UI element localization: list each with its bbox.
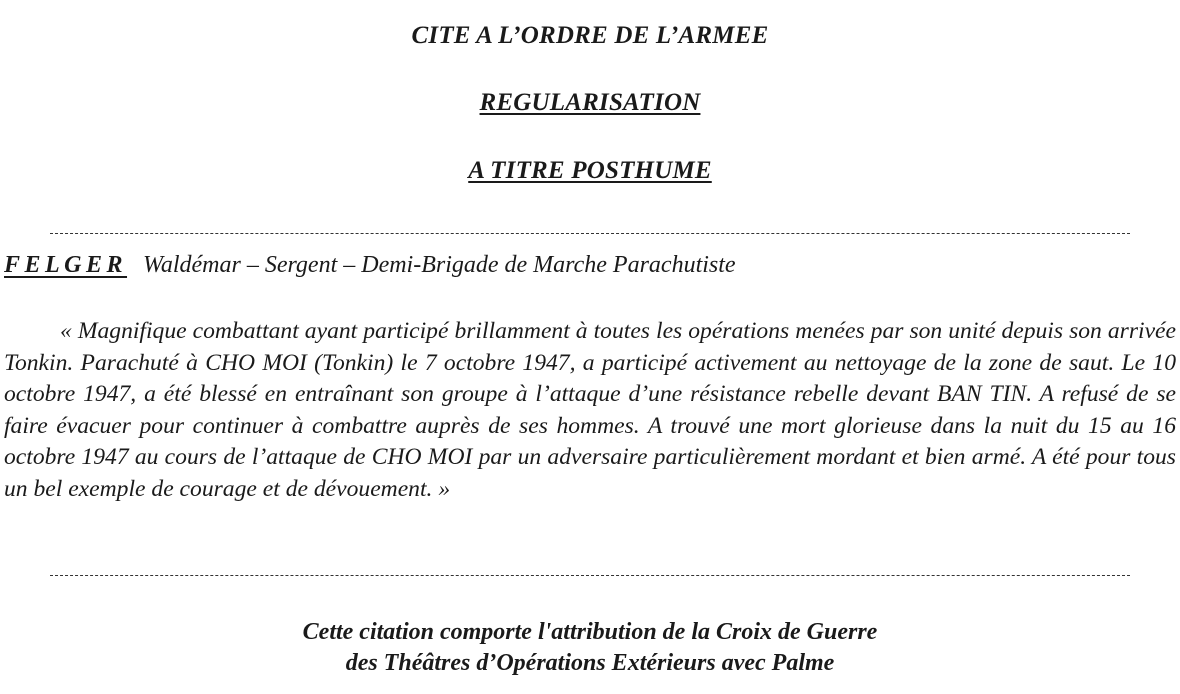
award-line-2: des Théâtres d’Opérations Extérieurs avec Palme xyxy=(345,650,835,676)
citation-text: « Magnifique combattant ayant participé brillamment à toutes les opérations menées par son unité depuis son arrivée Tonkin. Parachuté à CHO MOI (Tonkin) le 7 octobre 1947, a participé activement au nettoyage de la zone de saut. Le 10 octobre 1947, a été blessé en entraînant son groupe à l’attaque d’une résistance rebelle devant BAN TIN. A refusé de se faire évacuer pour continuer à combattre auprès de ses hommes. A trouvé une mort glorieuse dans la nuit du 15 au 16 octobre 1947 au cours de l’attaque de CHO MOI par un adversaire particulièrement mordant et bien armé. A été pour tous un bel exemple de courage et de dévouement. » xyxy=(4,318,1176,502)
posthumous-heading: A TITRE POSTHUME xyxy=(468,157,712,184)
regularisation-heading: REGULARISATION xyxy=(479,89,701,116)
recipient-surname: FELGER xyxy=(4,252,128,278)
recipient-details: Waldémar – Sergent – Demi-Brigade de Marche Parachutiste xyxy=(143,252,736,278)
document-title: CITE A L’ORDRE DE L’ARMEE xyxy=(411,22,769,49)
recipient-line xyxy=(4,250,1174,280)
dashed-divider-bottom xyxy=(50,575,1130,576)
dashed-divider-top xyxy=(50,233,1130,234)
award-line-1: Cette citation comporte l'attribution de la Croix de Guerre xyxy=(302,619,878,645)
